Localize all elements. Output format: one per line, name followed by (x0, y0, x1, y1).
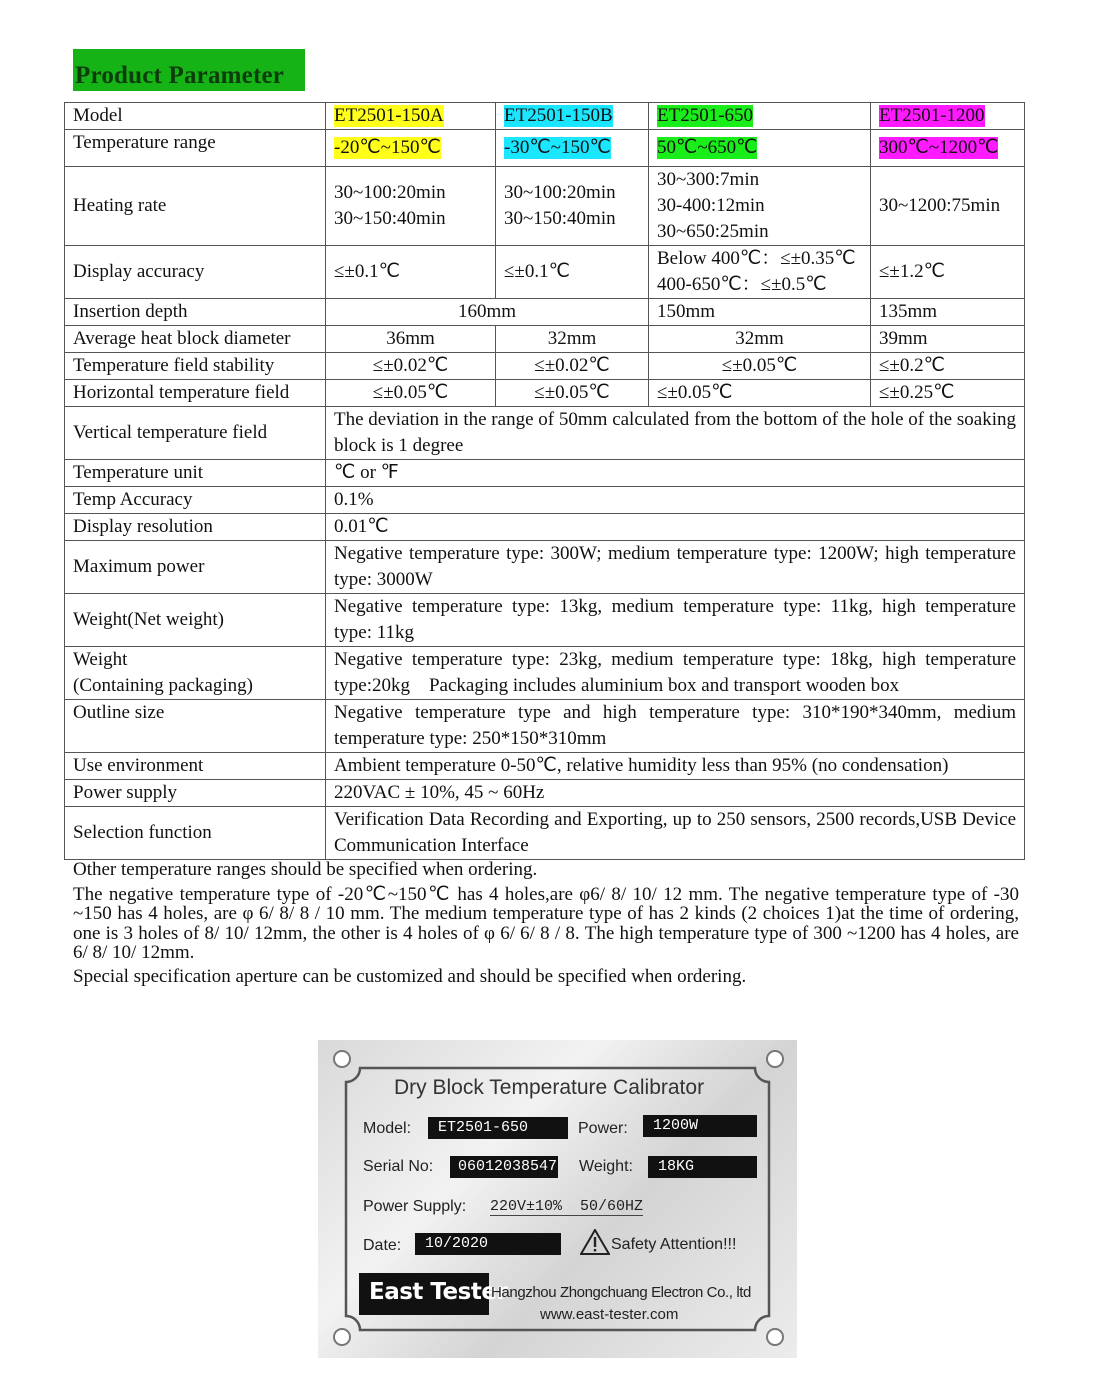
table-row (65, 753, 1025, 780)
row-value: ℃ or ℉ (326, 460, 1025, 487)
stability-cell: ≤±0.2℃ (871, 353, 1025, 380)
power-supply-value: 220V±10% 50/60HZ (490, 1198, 644, 1215)
cell-line: 30~650:25min (657, 221, 769, 242)
row-label: Power supply (65, 780, 326, 807)
row-label: Temp Accuracy (65, 487, 326, 514)
nameplate-title: Dry Block Temperature Calibrator (394, 1076, 705, 1099)
table-row (65, 700, 1025, 753)
date-value: 10/2020 (415, 1233, 561, 1255)
section-heading-banner (73, 49, 305, 91)
stability-cell: ≤±0.05℃ (649, 353, 871, 380)
depth-cell: 160mm (326, 299, 649, 326)
diameter-cell: 32mm (496, 326, 649, 353)
warning-icon (580, 1229, 610, 1255)
table-row (65, 647, 1025, 700)
note-paragraph: Other temperature ranges should be specified when ordering. (73, 859, 538, 880)
cell-line: 30~150:40min (334, 208, 446, 229)
cell-line: Below 400℃：≤±0.35℃ (657, 248, 856, 269)
table-row (65, 407, 1025, 460)
row-label: Selection function (65, 807, 326, 860)
depth-cell: 135mm (871, 299, 1025, 326)
table-row (65, 541, 1025, 594)
cell-line: 30~300:7min (657, 169, 760, 190)
row-label: Weight(Net weight) (65, 594, 326, 647)
table-row (65, 246, 1025, 299)
row-value: Negative temperature type and high temperature type: 310*190*340mm, medium temperature type: 250*150*310mm (326, 700, 1025, 753)
note-paragraph: Special specification aperture can be customized and should be specified when ordering. (73, 966, 747, 988)
heating-rate-cell (649, 167, 871, 246)
row-value: Negative temperature type: 23kg, medium temperature type: 18kg, high temperature type:20kg Packaging includes aluminium box and transport wooden box (326, 647, 1025, 700)
row-value: 0.1% (326, 487, 1025, 514)
website: www.east-tester.com (540, 1306, 679, 1323)
label-line: (Containing packaging) (73, 675, 253, 696)
label-line: Weight (73, 649, 128, 670)
row-label: Vertical temperature field (65, 407, 326, 460)
row-value: The deviation in the range of 50mm calculated from the bottom of the hole of the soaking block is 1 degree (326, 407, 1025, 460)
table-row (65, 594, 1025, 647)
row-value: Negative temperature type: 300W; medium temperature type: 1200W; high temperature type: 3000W (326, 541, 1025, 594)
table-row (65, 807, 1025, 860)
row-label: Outline size (65, 700, 326, 753)
date-label: Date: (363, 1237, 402, 1254)
parameter-table (64, 102, 1025, 860)
company-name: Hangzhou Zhongchuang Electron Co., ltd (491, 1284, 751, 1301)
table-row (65, 167, 1025, 246)
row-label: Insertion depth (65, 299, 326, 326)
table-row (65, 460, 1025, 487)
table-row (65, 326, 1025, 353)
range-cell: 50℃~650℃ (657, 137, 758, 158)
mounting-hole (333, 1050, 351, 1068)
stability-cell: ≤±0.02℃ (326, 353, 496, 380)
heating-rate-cell: 30~1200:75min (871, 167, 1025, 246)
heating-rate-cell (326, 167, 496, 246)
weight-label: Weight: (579, 1158, 633, 1175)
mounting-hole (333, 1328, 351, 1346)
row-label: Temperature field stability (65, 353, 326, 380)
horizontal-cell: ≤±0.05℃ (649, 380, 871, 407)
horizontal-cell: ≤±0.05℃ (496, 380, 649, 407)
safety-attention: Safety Attention!!! (611, 1236, 737, 1253)
row-label: Average heat block diameter (65, 326, 326, 353)
row-value: 220VAC ± 10%, 45 ~ 60Hz (326, 780, 1025, 807)
model-cell: ET2501-150B (504, 105, 613, 126)
diameter-cell: 32mm (649, 326, 871, 353)
cell-line: 30-400:12min (657, 195, 765, 216)
row-label: Temperature range (65, 130, 326, 167)
horizontal-cell: ≤±0.25℃ (871, 380, 1025, 407)
model-cell: ET2501-150A (334, 105, 444, 126)
cell-line: 30~100:20min (334, 182, 446, 203)
brand-name: East Tester (369, 1279, 508, 1305)
row-label: Horizontal temperature field (65, 380, 326, 407)
product-nameplate (318, 1040, 797, 1358)
power-value: 1200W (643, 1115, 757, 1137)
row-value: Verification Data Recording and Exporting, up to 250 sensors, 2500 records,USB Device Communication Interface (326, 807, 1025, 860)
table-row (65, 353, 1025, 380)
row-label: Temperature unit (65, 460, 326, 487)
row-value: Ambient temperature 0-50℃, relative humidity less than 95% (no condensation) (326, 753, 1025, 780)
accuracy-cell: ≤±1.2℃ (871, 246, 1025, 299)
horizontal-cell: ≤±0.05℃ (326, 380, 496, 407)
accuracy-cell: ≤±0.1℃ (326, 246, 496, 299)
section-heading: Product Parameter (75, 62, 285, 89)
note-paragraph: The negative temperature type of -20℃~150℃ has 4 holes,are φ6/ 8/ 10/ 12 mm. The negative temperature type of -30 ~150 has 4 holes, are φ 6/ 8/ 8 / 10 mm. The medium temperature type of has 2 kinds (2 choices 1)at the time of ordering, one is 3 holes of 8/ 10/ 12mm, the other is 4 holes of φ 6/ 6/ 8 / 8. The high temperature type of 300 ~1200 has 4 holes, are 6/ 8/ 10/ 12mm. (73, 884, 1019, 963)
table-row (65, 487, 1025, 514)
model-value: ET2501-650 (428, 1117, 568, 1139)
model-cell: ET2501-1200 (879, 105, 985, 126)
row-value: Negative temperature type: 13kg, medium temperature type: 11kg, high temperature type: 11kg (326, 594, 1025, 647)
cell-line: 30~150:40min (504, 208, 616, 229)
table-row (65, 380, 1025, 407)
row-label: Heating rate (65, 167, 326, 246)
table-row (65, 130, 1025, 167)
model-cell: ET2501-650 (657, 105, 754, 126)
range-cell: -20℃~150℃ (334, 137, 441, 158)
serial-label: Serial No: (363, 1158, 434, 1175)
brand-logo (359, 1273, 508, 1315)
accuracy-cell: ≤±0.1℃ (496, 246, 649, 299)
range-cell: 300℃~1200℃ (879, 137, 999, 158)
table-row (65, 103, 1025, 130)
diameter-cell: 36mm (326, 326, 496, 353)
row-value: 0.01℃ (326, 514, 1025, 541)
table-row (65, 514, 1025, 541)
row-label: Use environment (65, 753, 326, 780)
heating-rate-cell (496, 167, 649, 246)
cell-line: 400-650℃：≤±0.5℃ (657, 274, 827, 295)
diameter-cell: 39mm (871, 326, 1025, 353)
power-label: Power: (578, 1120, 628, 1137)
table-row (65, 780, 1025, 807)
model-label: Model: (363, 1120, 412, 1137)
table-row (65, 299, 1025, 326)
stability-cell: ≤±0.02℃ (496, 353, 649, 380)
row-label (65, 647, 326, 700)
mounting-hole (766, 1050, 784, 1068)
mounting-hole (766, 1328, 784, 1346)
row-label: Maximum power (65, 541, 326, 594)
row-label: Model (65, 103, 326, 130)
range-cell: -30℃~150℃ (504, 137, 611, 158)
cell-line: 30~100:20min (504, 182, 616, 203)
row-label: Display resolution (65, 514, 326, 541)
ordering-notes (73, 857, 1019, 990)
accuracy-cell (649, 246, 871, 299)
serial-value: 06012038547 (450, 1156, 558, 1178)
weight-value: 18KG (648, 1156, 757, 1178)
depth-cell: 150mm (649, 299, 871, 326)
power-supply-label: Power Supply: (363, 1198, 467, 1215)
row-label: Display accuracy (65, 246, 326, 299)
